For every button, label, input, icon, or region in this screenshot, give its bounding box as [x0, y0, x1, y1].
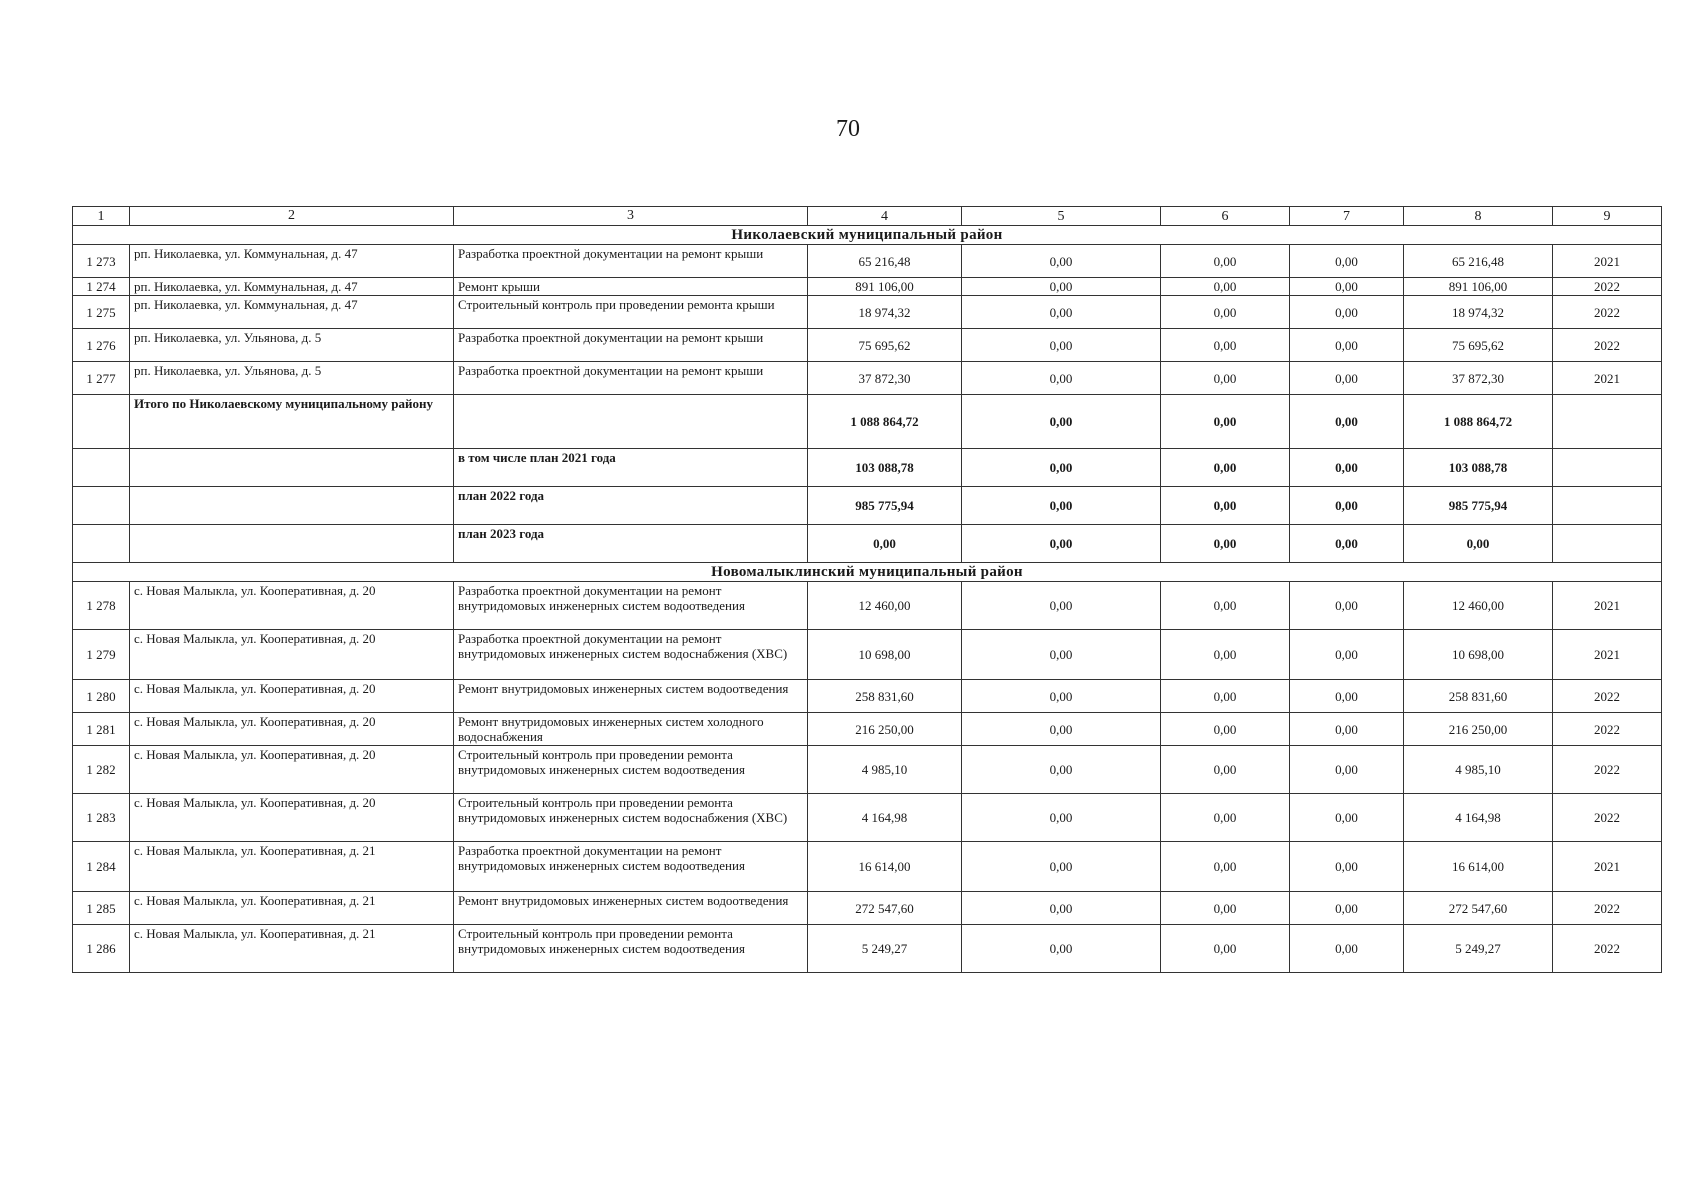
plan-amount: 0,00 [962, 449, 1161, 487]
amount-cell: 0,00 [1161, 362, 1290, 395]
row-number: 1 276 [73, 329, 130, 362]
row-number: 1 285 [73, 892, 130, 925]
amount-cell: 0,00 [962, 794, 1161, 842]
work-type-cell: Разработка проектной документации на ремонт крыши [454, 362, 808, 395]
amount-cell: 2021 [1553, 245, 1662, 278]
amount-cell: 891 106,00 [1404, 278, 1553, 296]
amount-cell: 0,00 [1290, 680, 1404, 713]
amount-cell: 4 985,10 [1404, 746, 1553, 794]
section-title-row [73, 226, 1662, 245]
row-number: 1 282 [73, 746, 130, 794]
amount-cell: 2021 [1553, 842, 1662, 892]
total-label: Итого по Николаевскому муниципальному району [130, 395, 454, 449]
amount-cell: 258 831,60 [808, 680, 962, 713]
column-number-header: 1 [73, 207, 130, 226]
amount-cell: 272 547,60 [808, 892, 962, 925]
amount-cell: 2021 [1553, 630, 1662, 680]
column-number-header: 4 [808, 207, 962, 226]
repair-plan-table [72, 206, 1662, 973]
amount-cell: 0,00 [1161, 794, 1290, 842]
amount-cell: 2022 [1553, 925, 1662, 973]
section-title-row [73, 563, 1662, 582]
amount-cell: 891 106,00 [808, 278, 962, 296]
work-type-cell: Ремонт внутридомовых инженерных систем водоотведения [454, 892, 808, 925]
row-number: 1 275 [73, 296, 130, 329]
amount-cell: 2021 [1553, 362, 1662, 395]
plan-amount: 0,00 [1161, 525, 1290, 563]
amount-cell: 5 249,27 [1404, 925, 1553, 973]
amount-cell: 0,00 [1290, 630, 1404, 680]
amount-cell: 216 250,00 [1404, 713, 1553, 746]
table-row [73, 892, 1662, 925]
amount-cell: 0,00 [962, 362, 1161, 395]
plan-amount: 0,00 [1404, 525, 1553, 563]
plan-amount: 985 775,94 [808, 487, 962, 525]
section-title: Николаевский муниципальный район [73, 226, 1662, 245]
plan-amount: 0,00 [1161, 449, 1290, 487]
amount-cell: 2022 [1553, 278, 1662, 296]
amount-cell: 0,00 [1290, 582, 1404, 630]
amount-cell: 0,00 [1290, 296, 1404, 329]
table-row [73, 842, 1662, 892]
work-type-cell: Строительный контроль при проведении ремонта внутридомовых инженерных систем водоотведения [454, 746, 808, 794]
total-row [73, 395, 1662, 449]
amount-cell: 0,00 [1161, 680, 1290, 713]
amount-cell: 0,00 [962, 842, 1161, 892]
empty-cell [73, 525, 130, 563]
work-type-cell: Разработка проектной документации на ремонт крыши [454, 329, 808, 362]
amount-cell: 2022 [1553, 746, 1662, 794]
amount-cell: 0,00 [962, 582, 1161, 630]
address-cell: рп. Николаевка, ул. Ульянова, д. 5 [130, 329, 454, 362]
column-number-header: 8 [1404, 207, 1553, 226]
amount-cell: 0,00 [1161, 842, 1290, 892]
row-number: 1 274 [73, 278, 130, 296]
amount-cell: 0,00 [962, 296, 1161, 329]
row-number: 1 273 [73, 245, 130, 278]
amount-cell: 0,00 [962, 630, 1161, 680]
plan-amount: 0,00 [808, 525, 962, 563]
amount-cell: 0,00 [962, 713, 1161, 746]
amount-cell: 2021 [1553, 582, 1662, 630]
total-amount: 0,00 [1290, 395, 1404, 449]
amount-cell: 2022 [1553, 892, 1662, 925]
amount-cell: 0,00 [1161, 746, 1290, 794]
amount-cell: 0,00 [1290, 245, 1404, 278]
amount-cell: 0,00 [1161, 582, 1290, 630]
table-row [73, 713, 1662, 746]
work-type-cell: Ремонт внутридомовых инженерных систем водоотведения [454, 680, 808, 713]
amount-cell: 10 698,00 [808, 630, 962, 680]
empty-cell [1553, 395, 1662, 449]
plan-amount: 0,00 [1290, 487, 1404, 525]
amount-cell: 0,00 [1161, 245, 1290, 278]
amount-cell: 0,00 [962, 892, 1161, 925]
amount-cell: 12 460,00 [808, 582, 962, 630]
empty-cell [73, 395, 130, 449]
amount-cell: 0,00 [1290, 746, 1404, 794]
amount-cell: 0,00 [1161, 892, 1290, 925]
row-number: 1 281 [73, 713, 130, 746]
plan-row [73, 525, 1662, 563]
address-cell: рп. Николаевка, ул. Коммунальная, д. 47 [130, 245, 454, 278]
work-type-cell: Строительный контроль при проведении ремонта внутридомовых инженерных систем водоотведения [454, 925, 808, 973]
column-number-header: 9 [1553, 207, 1662, 226]
table-row [73, 630, 1662, 680]
empty-cell [454, 395, 808, 449]
amount-cell: 2022 [1553, 794, 1662, 842]
address-cell: рп. Николаевка, ул. Коммунальная, д. 47 [130, 296, 454, 329]
work-type-cell: Разработка проектной документации на ремонт внутридомовых инженерных систем водоотведения [454, 582, 808, 630]
amount-cell: 4 164,98 [808, 794, 962, 842]
plan-amount: 0,00 [1161, 487, 1290, 525]
plan-amount: 0,00 [1290, 449, 1404, 487]
amount-cell: 65 216,48 [808, 245, 962, 278]
empty-cell [130, 487, 454, 525]
work-type-cell: Строительный контроль при проведении ремонта внутридомовых инженерных систем водоснабжения (ХВС) [454, 794, 808, 842]
address-cell: с. Новая Малыкла, ул. Кооперативная, д. 21 [130, 842, 454, 892]
amount-cell: 0,00 [1290, 713, 1404, 746]
work-type-cell: Разработка проектной документации на ремонт крыши [454, 245, 808, 278]
amount-cell: 37 872,30 [1404, 362, 1553, 395]
plan-amount: 0,00 [962, 525, 1161, 563]
amount-cell: 2022 [1553, 713, 1662, 746]
amount-cell: 0,00 [1161, 925, 1290, 973]
row-number: 1 279 [73, 630, 130, 680]
amount-cell: 2022 [1553, 296, 1662, 329]
row-number: 1 286 [73, 925, 130, 973]
plan-label: в том числе план 2021 года [454, 449, 808, 487]
table-row [73, 329, 1662, 362]
address-cell: с. Новая Малыкла, ул. Кооперативная, д. 21 [130, 892, 454, 925]
address-cell: с. Новая Малыкла, ул. Кооперативная, д. 20 [130, 746, 454, 794]
amount-cell: 0,00 [1161, 278, 1290, 296]
empty-cell [1553, 487, 1662, 525]
amount-cell: 0,00 [1290, 362, 1404, 395]
amount-cell: 16 614,00 [808, 842, 962, 892]
amount-cell: 5 249,27 [808, 925, 962, 973]
amount-cell: 12 460,00 [1404, 582, 1553, 630]
empty-cell [130, 449, 454, 487]
address-cell: рп. Николаевка, ул. Ульянова, д. 5 [130, 362, 454, 395]
amount-cell: 0,00 [1161, 713, 1290, 746]
amount-cell: 0,00 [1290, 794, 1404, 842]
plan-amount: 985 775,94 [1404, 487, 1553, 525]
amount-cell: 0,00 [1161, 296, 1290, 329]
amount-cell: 75 695,62 [808, 329, 962, 362]
address-cell: с. Новая Малыкла, ул. Кооперативная, д. 20 [130, 713, 454, 746]
amount-cell: 272 547,60 [1404, 892, 1553, 925]
amount-cell: 2022 [1553, 329, 1662, 362]
amount-cell: 10 698,00 [1404, 630, 1553, 680]
amount-cell: 0,00 [1161, 630, 1290, 680]
table-row [73, 296, 1662, 329]
amount-cell: 75 695,62 [1404, 329, 1553, 362]
address-cell: с. Новая Малыкла, ул. Кооперативная, д. 20 [130, 794, 454, 842]
amount-cell: 258 831,60 [1404, 680, 1553, 713]
plan-label: план 2022 года [454, 487, 808, 525]
work-type-cell: Разработка проектной документации на ремонт внутридомовых инженерных систем водоотведения [454, 842, 808, 892]
total-amount: 0,00 [962, 395, 1161, 449]
amount-cell: 0,00 [962, 245, 1161, 278]
amount-cell: 16 614,00 [1404, 842, 1553, 892]
table-row [73, 245, 1662, 278]
work-type-cell: Ремонт внутридомовых инженерных систем холодного водоснабжения [454, 713, 808, 746]
empty-cell [1553, 525, 1662, 563]
work-type-cell: Строительный контроль при проведении ремонта крыши [454, 296, 808, 329]
amount-cell: 0,00 [962, 746, 1161, 794]
column-number-row [73, 207, 1662, 226]
amount-cell: 0,00 [962, 278, 1161, 296]
amount-cell: 0,00 [962, 925, 1161, 973]
amount-cell: 65 216,48 [1404, 245, 1553, 278]
amount-cell: 0,00 [1290, 278, 1404, 296]
table-row [73, 362, 1662, 395]
column-number-header: 7 [1290, 207, 1404, 226]
table-row [73, 794, 1662, 842]
page-number: 70 [836, 116, 860, 142]
column-number-header: 5 [962, 207, 1161, 226]
work-type-cell: Разработка проектной документации на ремонт внутридомовых инженерных систем водоснабжения (ХВС) [454, 630, 808, 680]
table-row [73, 925, 1662, 973]
plan-amount: 103 088,78 [1404, 449, 1553, 487]
address-cell: с. Новая Малыкла, ул. Кооперативная, д. 21 [130, 925, 454, 973]
empty-cell [73, 487, 130, 525]
row-number: 1 277 [73, 362, 130, 395]
plan-amount: 0,00 [962, 487, 1161, 525]
amount-cell: 0,00 [962, 329, 1161, 362]
amount-cell: 0,00 [1290, 892, 1404, 925]
row-number: 1 284 [73, 842, 130, 892]
amount-cell: 0,00 [1290, 925, 1404, 973]
amount-cell: 4 164,98 [1404, 794, 1553, 842]
amount-cell: 18 974,32 [808, 296, 962, 329]
empty-cell [1553, 449, 1662, 487]
row-number: 1 280 [73, 680, 130, 713]
amount-cell: 0,00 [1290, 842, 1404, 892]
address-cell: рп. Николаевка, ул. Коммунальная, д. 47 [130, 278, 454, 296]
plan-amount: 0,00 [1290, 525, 1404, 563]
address-cell: с. Новая Малыкла, ул. Кооперативная, д. 20 [130, 630, 454, 680]
plan-row [73, 487, 1662, 525]
amount-cell: 4 985,10 [808, 746, 962, 794]
plan-label: план 2023 года [454, 525, 808, 563]
row-number: 1 283 [73, 794, 130, 842]
table-row [73, 680, 1662, 713]
table-row [73, 582, 1662, 630]
column-number-header: 6 [1161, 207, 1290, 226]
amount-cell: 0,00 [962, 680, 1161, 713]
empty-cell [73, 449, 130, 487]
amount-cell: 0,00 [1161, 329, 1290, 362]
address-cell: с. Новая Малыкла, ул. Кооперативная, д. 20 [130, 582, 454, 630]
table-row [73, 278, 1662, 296]
address-cell: с. Новая Малыкла, ул. Кооперативная, д. 20 [130, 680, 454, 713]
empty-cell [130, 525, 454, 563]
total-amount: 0,00 [1161, 395, 1290, 449]
plan-amount: 103 088,78 [808, 449, 962, 487]
amount-cell: 37 872,30 [808, 362, 962, 395]
section-title: Новомалыклинский муниципальный район [73, 563, 1662, 582]
amount-cell: 2022 [1553, 680, 1662, 713]
row-number: 1 278 [73, 582, 130, 630]
column-number-header: 3 [454, 207, 808, 226]
amount-cell: 216 250,00 [808, 713, 962, 746]
column-number-header: 2 [130, 207, 454, 226]
amount-cell: 0,00 [1290, 329, 1404, 362]
table-row [73, 746, 1662, 794]
total-amount: 1 088 864,72 [1404, 395, 1553, 449]
amount-cell: 18 974,32 [1404, 296, 1553, 329]
work-type-cell: Ремонт крыши [454, 278, 808, 296]
plan-row [73, 449, 1662, 487]
total-amount: 1 088 864,72 [808, 395, 962, 449]
